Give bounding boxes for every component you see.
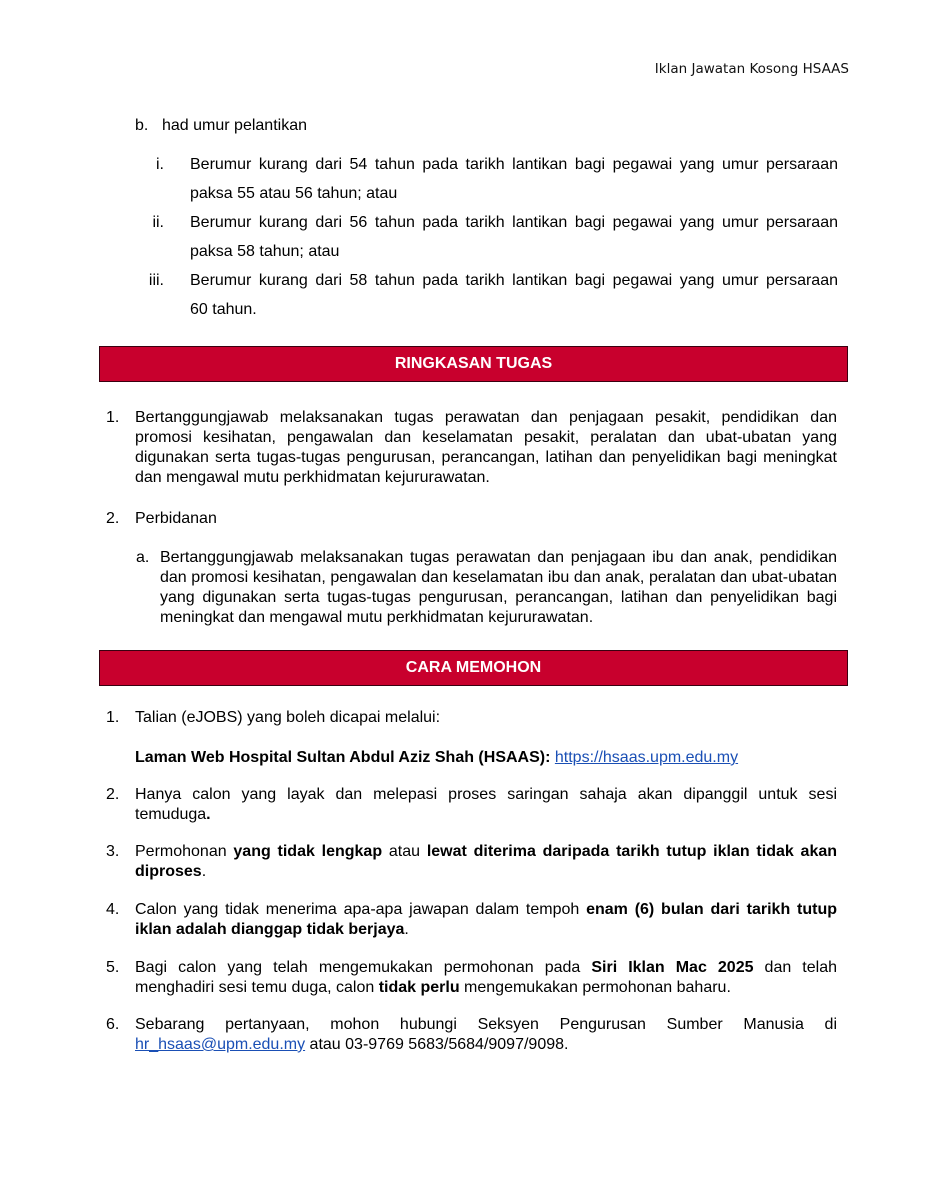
list-item xyxy=(106,509,837,529)
list-item-text: . xyxy=(404,921,409,938)
list-item-bold-text: lewat diterima daripada tarikh tutup iklan tidak akan diproses xyxy=(135,843,838,880)
list-item-bold-text: enam (6) bulan dari tarikh tutup iklan adalah dianggap tidak berjaya xyxy=(135,901,837,938)
list-item-bold-text: tidak perlu xyxy=(378,979,460,996)
age-limit-line: paksa 55 atau 56 tahun; atau xyxy=(190,185,398,202)
age-limit-item xyxy=(140,208,838,266)
age-limit-line: Berumur kurang dari 54 tahun pada tarikh lantikan bagi pegawai yang umur persaraan xyxy=(190,156,838,173)
roman-numeral: ii. xyxy=(152,214,164,231)
list-item-text: Calon yang tidak menerima apa-apa jawapan dalam tempoh xyxy=(135,901,587,918)
page-header-title: Iklan Jawatan Kosong HSAAS xyxy=(654,61,849,77)
list-number: 5. xyxy=(106,959,120,976)
list-item-bold-text: Siri Iklan Mac 2025 xyxy=(591,959,754,976)
list-subitem xyxy=(136,548,837,628)
website-link[interactable]: https://hsaas.upm.edu.my xyxy=(554,749,739,766)
list-item-text: Permohonan xyxy=(135,843,234,860)
age-limit-line: Berumur kurang dari 58 tahun pada tarikh lantikan bagi pegawai yang umur persaraan xyxy=(190,272,838,289)
list-item xyxy=(106,958,837,998)
list-number: 2. xyxy=(106,786,120,803)
list-item-bold-text: yang tidak lengkap xyxy=(233,843,383,860)
list-item-text: Hanya calon yang layak dan melepasi proses saringan sahaja akan dipanggil untuk sesi temuduga xyxy=(135,786,837,823)
age-limit-item xyxy=(140,266,838,324)
list-item-text: Talian (eJOBS) yang boleh dicapai melalui: xyxy=(135,709,441,726)
list-item xyxy=(106,708,837,768)
list-number: 3. xyxy=(106,843,120,860)
list-number: 6. xyxy=(106,1016,120,1033)
age-limit-line: 60 tahun. xyxy=(190,301,257,318)
roman-numeral: iii. xyxy=(148,272,164,289)
age-limit-line: paksa 58 tahun; atau xyxy=(190,243,340,260)
age-limit-line: Berumur kurang dari 56 tahun pada tarikh lantikan bagi pegawai yang umur persaraan xyxy=(190,214,838,231)
list-subitem-text: Bertanggungjawab melaksanakan tugas perawatan dan penjagaan ibu dan anak, pendidikan dan promosi kesihatan, pengawalan dan keselamatan ibu dan anak, peralatan dan ubat-ubatan yang digunakan serta tugas-tugas pengurusan, perancangan, latihan dan penyelidikan bagi meningkat dan mengawal mutu perkhidmatan kejururawatan. xyxy=(160,549,837,626)
website-label: Laman Web Hospital Sultan Abdul Aziz Shah (HSAAS): xyxy=(135,749,551,766)
list-item-text: Perbidanan xyxy=(135,510,217,527)
list-number: 1. xyxy=(106,709,120,726)
list-item xyxy=(106,842,837,882)
list-item xyxy=(106,408,837,488)
list-item-bold-text: . xyxy=(206,806,211,823)
list-item-text: atau 03-9769 5683/5684/9097/9098. xyxy=(305,1036,569,1053)
section-heading-cara-memohon: CARA MEMOHON xyxy=(99,650,848,686)
list-item-text: mengemukakan permohonan baharu. xyxy=(459,979,731,996)
list-item xyxy=(106,900,837,940)
list-item xyxy=(106,1015,837,1055)
list-letter: a. xyxy=(136,549,150,566)
age-limit-item xyxy=(140,150,838,208)
list-number: 4. xyxy=(106,901,120,918)
list-number: 1. xyxy=(106,409,120,426)
age-limit-label: b. xyxy=(135,117,149,134)
list-item xyxy=(106,785,837,825)
email-link[interactable]: hr_hsaas@upm.edu.my xyxy=(135,1036,306,1053)
section-heading-ringkasan-tugas: RINGKASAN TUGAS xyxy=(99,346,848,382)
list-item-text: . xyxy=(201,863,207,880)
roman-numeral: i. xyxy=(156,156,164,173)
list-item-text: Sebarang pertanyaan, mohon hubungi Seksyen Pengurusan Sumber Manusia di xyxy=(135,1016,837,1033)
list-item-text: Bagi calon yang telah mengemukakan permohonan pada xyxy=(135,959,592,976)
list-item-text: atau xyxy=(382,843,427,860)
list-item-text: dan telah menghadiri sesi temu duga, calon xyxy=(135,959,838,996)
age-limit-title: had umur pelantikan xyxy=(162,117,307,134)
list-item-text: Bertanggungjawab melaksanakan tugas perawatan dan penjagaan pesakit, pendidikan dan promosi kesihatan, pengawalan dan keselamatan pesakit, peralatan dan ubat-ubatan yang digunakan serta tugas-tugas pengurusan, perancangan, latihan dan penyelidikan bagi meningkat dan mengawal mutu perkhidmatan kejururawatan. xyxy=(135,409,837,486)
list-number: 2. xyxy=(106,510,120,527)
